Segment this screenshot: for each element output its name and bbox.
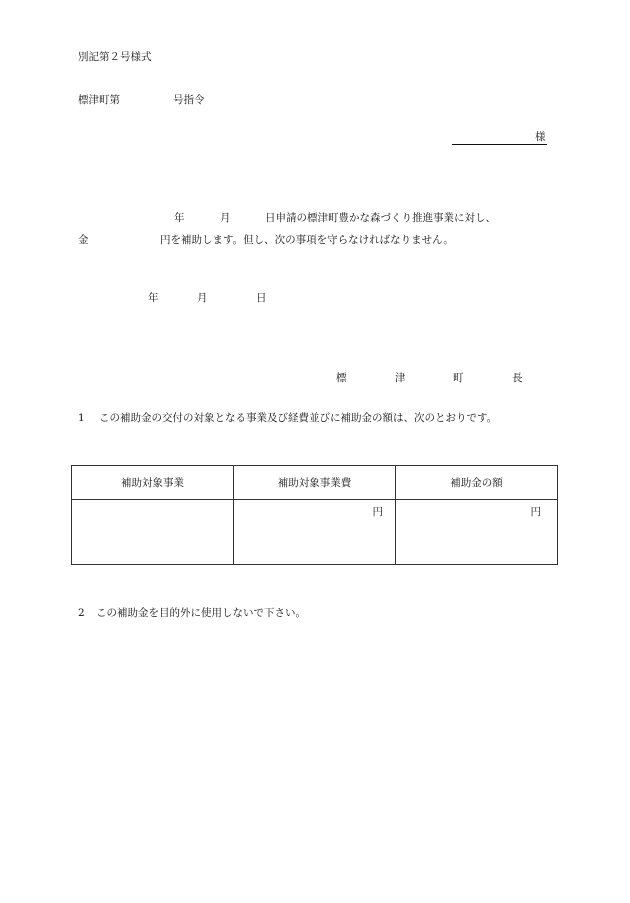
- amount-prefix: 金: [78, 234, 89, 246]
- table-row: [72, 500, 558, 565]
- issuer-char: 標: [336, 372, 347, 384]
- issuer-char: 津: [395, 372, 406, 384]
- issue-day: 日: [256, 292, 267, 304]
- header-subsidy-amount: 補助金の額: [396, 466, 558, 500]
- item2-text: この補助金を目的外に使用しないで下さい。: [96, 607, 306, 619]
- body-text-line1: 日申請の標津町豊かな森づくり推進事業に対し、: [265, 212, 496, 224]
- form-label: 別記第２号様式: [78, 51, 152, 63]
- addressee-line: [452, 144, 547, 145]
- item1-text: この補助金の交付の対象となる事業及び経費並びに補助金の額は、次のとおりです。: [99, 412, 498, 424]
- issue-month: 月: [197, 292, 208, 304]
- item1-number: 1: [78, 412, 85, 424]
- doc-number-prefix: 標津町第: [78, 94, 120, 106]
- addressee-suffix: 様: [535, 131, 546, 143]
- issue-year: 年: [148, 292, 159, 304]
- body-month: 月: [220, 212, 231, 224]
- cell-target-project: [72, 500, 234, 565]
- header-project-cost: 補助対象事業費: [234, 466, 396, 500]
- body-year: 年: [174, 212, 185, 224]
- doc-number-suffix: 号指令: [173, 94, 205, 106]
- header-target-project: 補助対象事業: [72, 466, 234, 500]
- table-header-row: [72, 466, 558, 500]
- issuer-char: 町: [453, 372, 464, 384]
- cell-project-cost: 円: [234, 500, 396, 565]
- body-text-line2: 円を補助します。但し、次の事項を守らなければなりません。: [160, 234, 454, 246]
- item2-number: 2: [78, 607, 85, 619]
- subsidy-table: [71, 465, 558, 565]
- issuer-char: 長: [512, 372, 523, 384]
- cell-subsidy-amount: 円: [396, 500, 558, 565]
